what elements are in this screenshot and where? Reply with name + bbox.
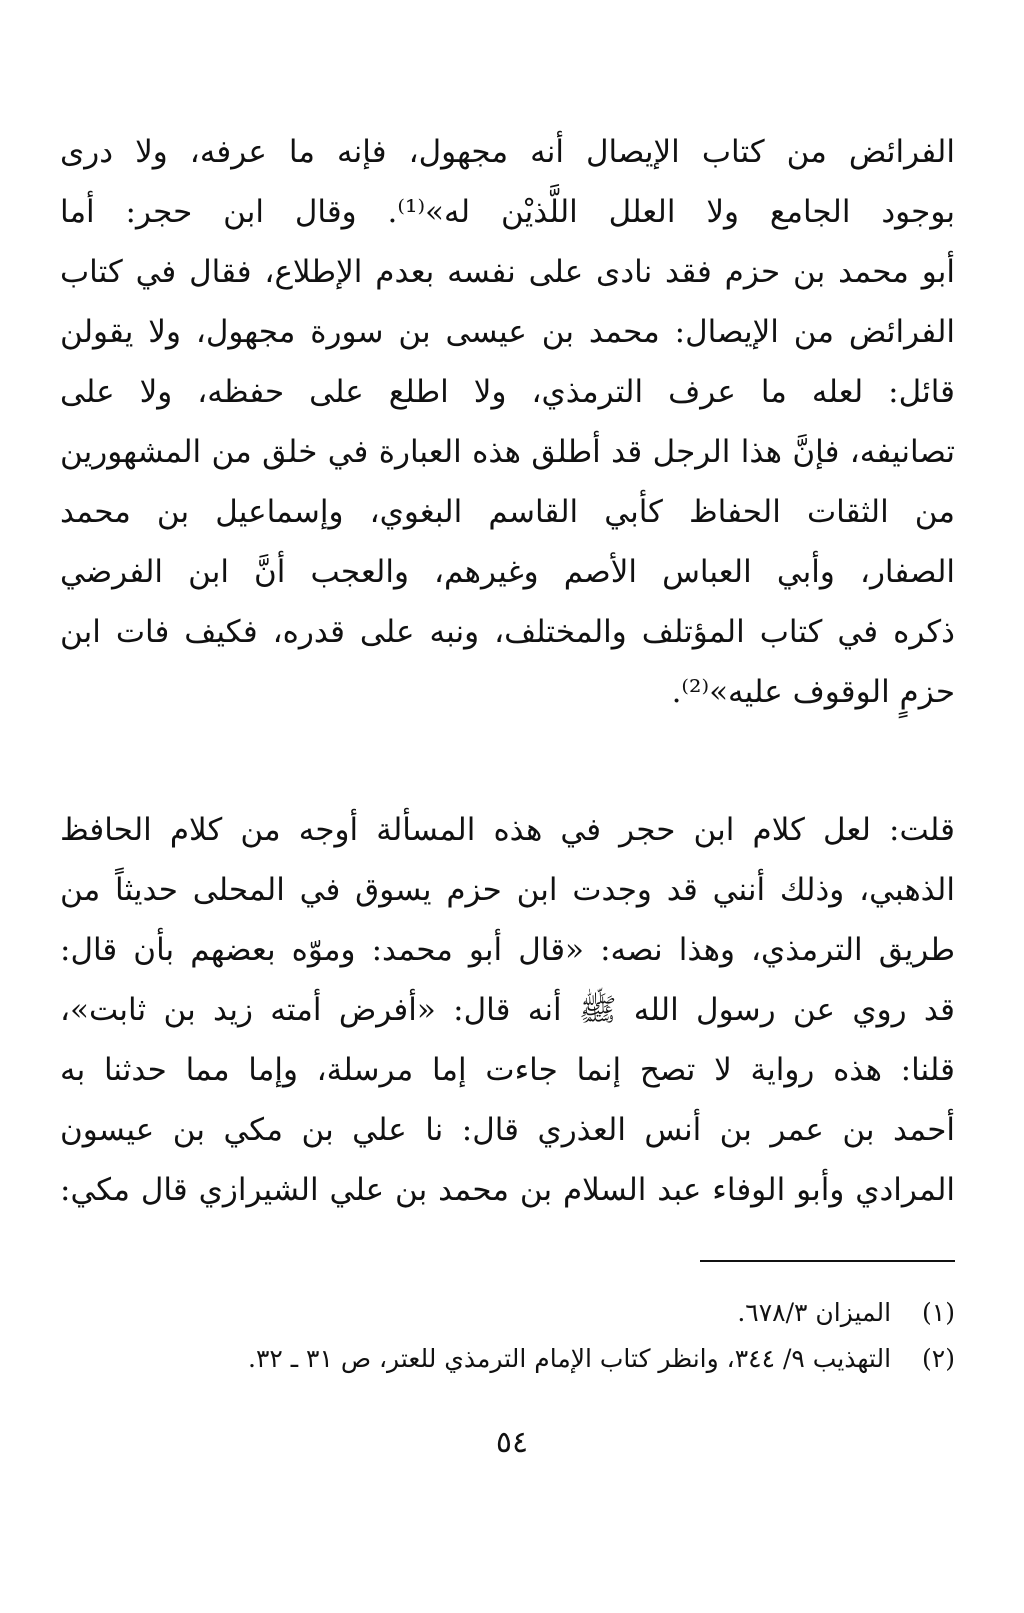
text-line: قائل: لعله ما عرف الترمذي، ولا اطلع على حفظه، ولا على [60,374,955,410]
footnote-1 [60,1290,955,1336]
footnote-divider [700,1260,955,1262]
footnote-marker: (٢) [922,1344,955,1373]
body-paragraph-2 [60,800,955,1220]
footnote-text: الميزان ٦٧٨/٣. [737,1298,892,1327]
footnote-text: التهذيب ٩/ ٣٤٤، وانظر كتاب الإمام الترمذي للعتر، ص ٣١ ـ ٣٢. [247,1344,892,1373]
body-paragraph-1 [60,122,955,722]
text-line: تصانيفه، فإنَّ هذا الرجل قد أطلق هذه العبارة في خلق من المشهورين [60,434,955,470]
text-line: قلت: لعل كلام ابن حجر في هذه المسألة أوجه من كلام الحافظ [60,812,955,848]
text-line: حزمٍ الوقوف عليه»⁽²⁾. [671,674,955,710]
text-line: الذهبي، وذلك أنني قد وجدت ابن حزم يسوق في المحلى حديثاً من [60,872,955,908]
footnote-2 [60,1336,955,1382]
text-line: الفرائض من الإيصال: محمد بن عيسى بن سورة مجهول، ولا يقولن [60,314,955,350]
text-line: بوجود الجامع ولا العلل اللَّذيْن له»⁽¹⁾. وقال ابن حجر: أما [60,194,955,230]
text-line: أبو محمد بن حزم فقد نادى على نفسه بعدم الإطلاع، فقال في كتاب [60,254,955,290]
text-line: طريق الترمذي، وهذا نصه: «قال أبو محمد: وموّه بعضهم بأن قال: [60,932,955,968]
text-line: الصفار، وأبي العباس الأصم وغيرهم، والعجب أنَّ ابن الفرضي [60,554,955,590]
text-line: المرادي وأبو الوفاء عبد السلام بن محمد بن علي الشيرازي قال مكي: [60,1172,955,1208]
footnote-marker: (١) [922,1298,955,1327]
text-line: الفرائض من كتاب الإيصال أنه مجهول، فإنه ما عرفه، ولا درى [60,134,955,170]
footnotes [60,1290,955,1382]
text-line: قد روي عن رسول الله ﷺ أنه قال: «أفرض أمته زيد بن ثابت»، [60,992,955,1028]
text-line: من الثقات الحفاظ كأبي القاسم البغوي، وإسماعيل بن محمد [60,494,955,530]
page-number: ٥٤ [495,1425,529,1460]
text-line: أحمد بن عمر بن أنس العذري قال: نا علي بن مكي بن عيسون [60,1112,955,1148]
text-line: قلنا: هذه رواية لا تصح إنما جاءت إما مرسلة، وإما مما حدثنا به [60,1052,955,1088]
text-line: ذكره في كتاب المؤتلف والمختلف، ونبه على قدره، فكيف فات ابن [60,614,955,650]
